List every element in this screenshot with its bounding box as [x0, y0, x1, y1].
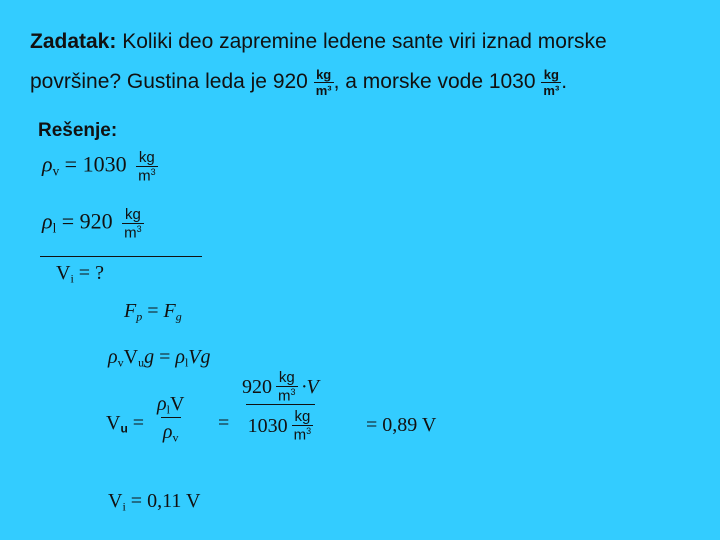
numeric-fraction: 920 $\frac{kg}{m^3}$ ·V 1030 $\frac{kg}{m^3}$: [242, 369, 319, 444]
vu-fraction: $\rho_lV$ $\rho_v$: [157, 393, 185, 445]
problem-text-line2: površine? Gustina leda je 920: [30, 70, 308, 93]
force-balance: $F_p = F_g$: [124, 300, 182, 324]
given-water-density: $\rho_v = 1030$ $\frac{kg}{m^3}$: [42, 149, 156, 185]
density-balance: $\rho_vV_ug = \rho_lVg$: [108, 346, 211, 370]
vi-result: $V_i = 0,11$ V: [108, 490, 201, 514]
water-density-unit: $\frac{kg}{\text{m³}}$: [543, 66, 560, 98]
problem-text-line2b: , a morske vode 1030: [333, 70, 536, 93]
solution-label: Rešenje:: [38, 120, 118, 141]
given-divider: [40, 256, 202, 257]
ice-density-unit: $\frac{kg}{\text{m³}}$: [315, 66, 332, 98]
ice-density-unit-frac: $\frac{kg}{m^3}$: [124, 206, 142, 242]
water-density-unit-frac: $\frac{kg}{m^3}$: [138, 149, 156, 185]
unknown-vi: $V_i$ = ?: [56, 262, 104, 286]
vu-label: $V_u$ =: [106, 412, 145, 436]
equals-sign: =: [218, 412, 230, 434]
given-ice-density: $\rho_l = 920$ $\frac{kg}{m^3}$: [42, 206, 142, 242]
problem-text-end: .: [561, 70, 568, 93]
problem-text-line1: Koliki deo zapremine ledene sante viri iznad morske: [122, 30, 607, 53]
problem-label: Zadatak:: [30, 30, 117, 53]
vu-result: = 0,89 V: [366, 414, 437, 436]
problem-statement: [30, 22, 710, 102]
